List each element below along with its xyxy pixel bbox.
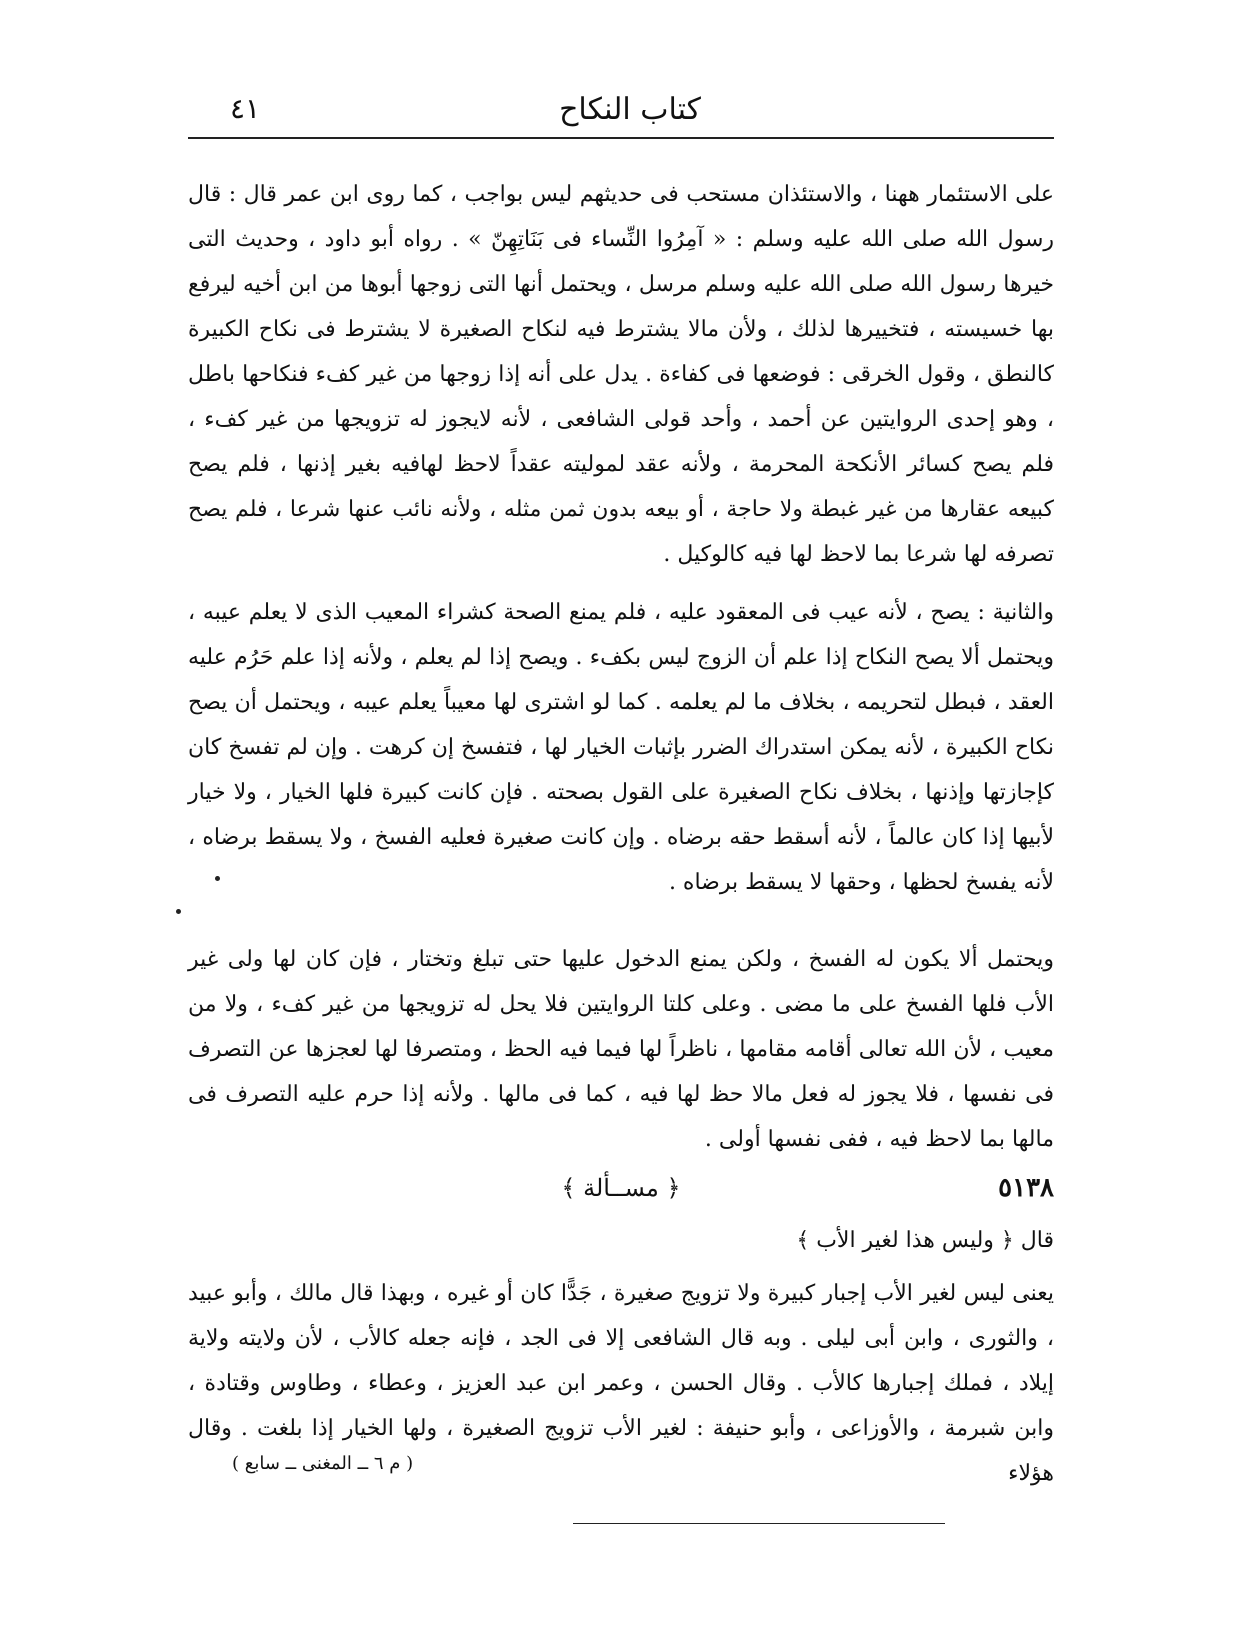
page-number: ٤١ (230, 92, 261, 125)
qal-statement: قال ﴿ وليس هذا لغير الأب ﴾ (796, 1228, 1054, 1253)
paragraph-4: يعنى ليس لغير الأب إجبار كبيرة ولا تزويج صغيرة ، جَدًّا كان أو غيره ، وبهذا قال مالك ، وأبو عبيد ، والثورى ، وابن أبى ليلى . وبه قال الشافعى إلا فى الجد ، فإنه جعله كالأب ، لأن ولايته ولاية إيلاد ، فملك إجبارها كالأب . وقال الحسن ، وعمر ابن عبد العزيز ، وعطاء ، وطاوس وقتادة ، وابن شبرمة ، والأوزاعى ، وأبو حنيفة : لغير الأب تزويج الصغيرة ، ولها الخيار إذا بلغت . وقال هؤلاء (188, 1281, 1054, 1486)
main-text (188, 172, 1054, 1496)
masala-number: ٥١٣٨ (998, 1173, 1054, 1203)
footnote: ( م ٦ ــ المغنى ــ سابع ) (232, 1453, 414, 1474)
masala-title: ﴿ مســألة ﴾ (561, 1174, 681, 1202)
header-divider (188, 137, 1054, 139)
paragraph-3: ويحتمل ألا يكون له الفسخ ، ولكن يمنع الدخول عليها حتى تبلغ وتختار ، فإن كان لها ولى غير الأب فلها الفسخ على ما مضى . وعلى كلتا الروايتين فلا يحل له تزويجها من غير كفء ، ولا من معيب ، لأن الله تعالى أقامه مقامها ، ناظراً لها فيما فيه الحظ ، ومتصرفا لها لعجزها عن التصرف فى نفسها ، فلا يجوز له فعل مالا حظ لها فيه ، كما فى مالها . ولأنه إذا حرم عليه التصرف فى مالها بما لاحظ فيه ، ففى نفسها أولى . (188, 947, 1054, 1152)
page-title: كتاب النكاح (559, 92, 701, 127)
paragraph-spacer (188, 905, 1054, 937)
paragraph-1: على الاستئمار ههنا ، والاستئذان مستحب فى حديثهم ليس بواجب ، كما روى ابن عمر قال : قال رسول الله صلى الله عليه وسلم : « آمِرُوا النِّساء فى بَنَاتِهِنّ » . رواه أبو داود ، وحديث التى خيرها رسول الله صلى الله عليه وسلم مرسل ، ويحتمل أنها التى زوجها أبوها من ابن أخيه ليرفع بها خسيسته ، فتخييرها لذلك ، ولأن مالا يشترط فيه لنكاح الصغيرة لا يشترط فى نكاح الكبيرة كالنطق ، وقول الخرقى : فوضعها فى كفاءة . يدل على أنه إذا زوجها من غير كفء فنكاحها باطل ، وهو إحدى الروايتين عن أحمد ، وأحد قولى الشافعى ، لأنه لايجوز له تزويجها من غير كفء ، فلم يصح كسائر الأنكحة المحرمة ، ولأنه عقد لموليته عقداً لاحظ لهافيه بغير إذنها ، فلم يصح كبيعه عقارها من غير غبطة ولا حاجة ، أو بيعه بدون ثمن مثله ، ولأنه نائب عنها شرعا ، فلم يصح تصرفه لها شرعا بما لاحظ لها فيه كالوكيل . (188, 182, 1054, 567)
paragraph-2: والثانية : يصح ، لأنه عيب فى المعقود عليه ، فلم يمنع الصحة كشراء المعيب الذى لا يعلم عيبه ، ويحتمل ألا يصح النكاح إذا علم أن الزوج ليس بكفء . ويصح إذا لم يعلم ، ولأنه إذا علم حَرُم عليه العقد ، فبطل لتحريمه ، بخلاف ما لم يعلمه . كما لو اشترى لها معيباً يعلم عيبه ، ويحتمل أن يصح نكاح الكبيرة ، لأنه يمكن استدراك الضرر بإثبات الخيار لها ، فتفسخ إن كرهت . وإن لم تفسخ كان كإجازتها وإذنها ، بخلاف نكاح الصغيرة على القول بصحته . فإن كانت كبيرة فلها الخيار ، ولا خيار لأبيها إذا كان عالماً ، لأنه أسقط حقه برضاه . وإن كانت صغيرة فعليه الفسخ ، ولا يسقط برضاه ، لأنه يفسخ لحظها ، وحقها لا يسقط برضاه . (188, 600, 1054, 895)
bottom-divider (573, 1523, 945, 1524)
print-speck (215, 876, 220, 881)
print-speck (176, 909, 181, 914)
masala-heading (188, 1166, 1054, 1218)
